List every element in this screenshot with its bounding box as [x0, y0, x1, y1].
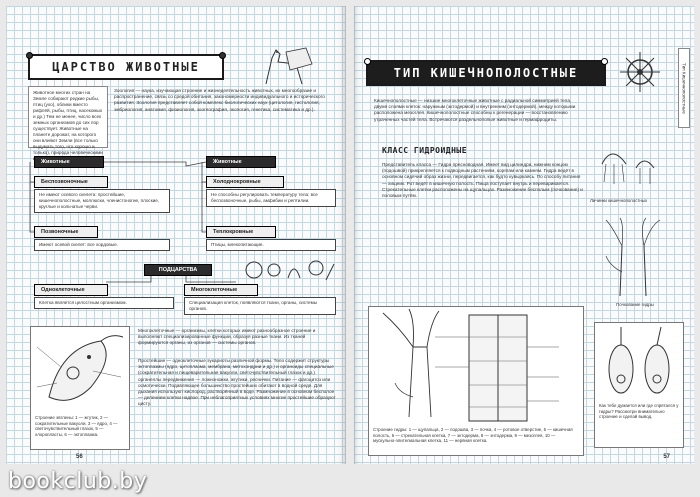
watermark: bookclub.by	[8, 469, 148, 494]
cold-blooded-box: Не способны регулировать температуру тела: все беспозвоночные, рыбы, амфибии и рептилии.	[206, 189, 336, 207]
euglena-drawing	[30, 326, 130, 450]
question-card	[594, 322, 684, 448]
budding-caption: Почкование гидры	[616, 302, 654, 307]
left-page-title: ЦАРСТВО ЖИВОТНЫЕ	[52, 60, 200, 74]
question-caption: Как тебе думается или где спрятался у гидры? Рассмотри внимательно строение и сделай вывод.	[599, 403, 679, 420]
tag-animals-right: Животные	[206, 156, 276, 168]
vertebrates-box: Имеют осевой скелет: все хордовые.	[34, 239, 170, 251]
side-tab: Тип Кишечнополостные	[678, 48, 690, 128]
tag-subkingdoms: ПОДЦАРСТВА	[144, 264, 212, 276]
coelenterates-intro: Кишечнополостные — низшие многоклеточные животные с радиальной симметрией тела, двумя слоями клеток: наружным (эктодермой) и внутренним (энтодермой), между которыми расположена мезоглея. Кишечнополостные способны к регенерации — восстановлению утраченных частей тела. Встречаются раздельнополые животные и гермафродиты.	[374, 98, 576, 122]
intro-note	[28, 86, 108, 155]
multicellular-box: Специализация клеток, появляются ткани, органы, системы органов.	[184, 297, 336, 315]
larvae-caption: Личинки кишечнополостных	[590, 198, 648, 203]
hydra-description: Представитель класса — Гидра пресноводная. Имеет вид цилиндра, нижним концом (подошвой) прикрепляется к подводным растениям, корягам или камням. Гидра ведёт в основном сидячий образ жизни, передвигается, как будто кувыркаясь. По способу питания — хищник. Рот ведёт в кишечную полость. Пища поступает внутрь и переваривается. Стрекательные клетки расположены на щупальцах. Размножение бесполым (почкование) и половым путём.	[382, 162, 583, 199]
class-title: КЛАСС ГИДРОИДНЫЕ	[382, 146, 468, 155]
zoology-definition: Зоология — наука, изучающая строение и жизнедеятельность животных, их многообразие и распространение, связь со средой обитания, закономерности индивидуального и исторического развития. Зоология представляет собой комплекс биологических наук (цитология, гистология, эмбриология, анатомия, физиология, зоогеография, экология, генетика, систематика и др.).	[114, 88, 325, 112]
ship-wheel-illustration	[618, 50, 662, 94]
right-page-number: 57	[663, 454, 670, 460]
left-page	[6, 6, 346, 464]
right-page-title: ТИП КИШЕЧНОПОЛОСТНЫЕ	[393, 66, 579, 80]
giraffe-illustration	[256, 44, 316, 90]
tag-cold-blooded: Холоднокровные	[206, 176, 284, 188]
hydra-budding-illustration	[600, 216, 670, 300]
hydra-structure-caption: Строение гидры: 1 — щупальца, 2 — подошва, 3 — почка, 4 — ротовое отверстие, 5 — кишечная полость, 6 — стрекательная клетка, 7 — эктодерма, 8 — энтодерма, 9 — мезоглея, 10 — мускульно-эпителиальная клетка, 11 — нервная клетка.	[373, 427, 573, 444]
tag-warm-blooded: Теплокровные	[206, 226, 276, 238]
euglena-icon	[31, 327, 129, 417]
tag-vertebrates: Позвоночные	[34, 226, 98, 238]
intro-note-text: Животное многих стран на Земле собирают редкие рыбы, птиц (ухо), облики вместо рифлёй, рыбы, птиц, насекомых и др.) Тем не менее, число всех земных организмов до сих пор существует. Животные на планете дорожат, на которого они влияют Земли (все только выдумать того, что хорошо и только), природа человеческими	[33, 90, 103, 155]
tag-multicellular: Многоклеточные	[184, 284, 258, 296]
creatures-illustration	[244, 256, 340, 286]
tag-spineless: Беспозвоночные	[34, 176, 108, 188]
protozoa-definition: Простейшие — одноклеточные эукариоты различной формы. Тело содержит структуры эктоплазмы (ядро, цитоплазма, мембрана, митохондрии и др.) и органоиды специальные (сократительная и пищеварительная вакуоли, светочувствительный глазок и др.) органеллы передвижения — ложноножки, жгутики, реснички. Питание — фагоцитоз или осмотически. Подавляющее большинство простейших обитают в водной среде. Для дыхания используют кислород, растворённый в воде. Размножение в основном бесполое — делением клетки надвое. При неблагоприятных условиях многие простейшие образуют цисту.	[138, 358, 336, 407]
tag-animals-left: Животные	[34, 156, 104, 168]
left-page-title-banner	[28, 54, 224, 80]
right-page	[354, 6, 694, 464]
hydra-structure-icon	[369, 307, 583, 429]
euglena-caption: Строение эвглены: 1 — жгутик, 2 — сократительные вакуоли, 3 — ядро, 4 — светочувствительный глазок, 5 — хлоропласты, 6 — эктоплазма.	[35, 415, 118, 437]
hydra-structure-drawing	[368, 306, 584, 456]
medusa-illustration	[592, 138, 662, 198]
warm-blooded-box: Птицы, млекопитающие.	[206, 239, 336, 251]
left-page-number: 56	[76, 454, 83, 460]
multicellular-definition: Многоклеточные — организмы, клетки которых имеют разнообразное строение и выполняют специализированные функции, образуя разные ткани. Из тканей формируются органы, из органов — системы органов.	[138, 328, 316, 346]
unicellular-box: Клетка является целостным организмом.	[34, 297, 174, 309]
tag-unicellular: Одноклеточные	[34, 284, 108, 296]
cnidocyte-icon	[595, 323, 683, 403]
right-page-title-banner	[366, 60, 606, 86]
spineless-box: Не имеют осевого скелета: простейшие, кишечнополостные, моллюски, членистоногие, плоские, круглые и кольчатые черви.	[34, 189, 170, 213]
